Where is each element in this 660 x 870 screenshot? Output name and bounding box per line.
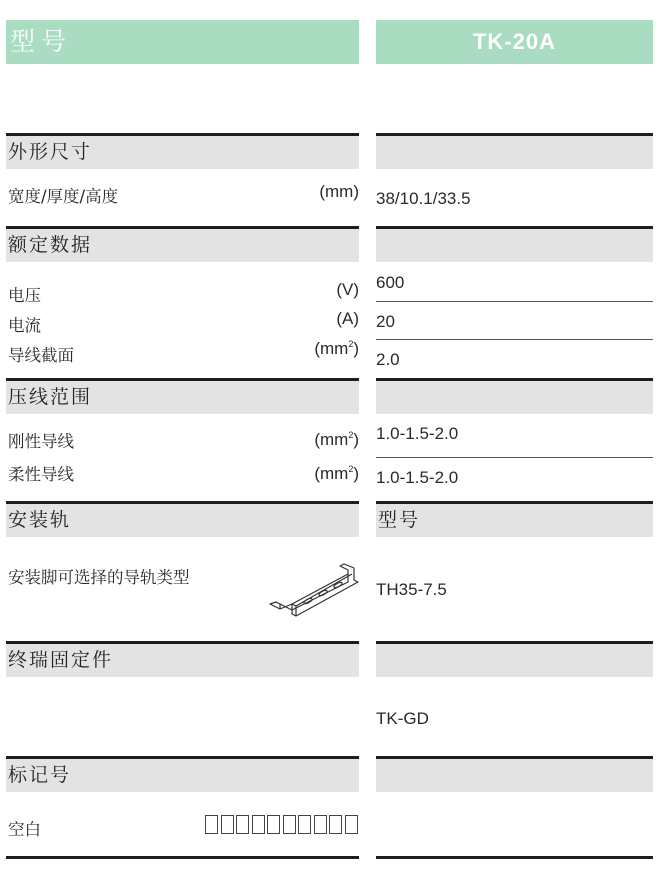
crimp-unit-flexible: $(mm^2)$ [314,464,359,483]
section-dimensions [6,133,359,169]
section-rail [6,501,359,537]
section-crimp-title: 压线范围 [8,386,93,408]
marker-box [298,815,311,834]
section-crimp [6,378,359,414]
rating-value-current: 20 [376,312,395,331]
rating-label-cross-section: 导线截面 [8,346,74,365]
model-name: TK-20A [472,29,556,54]
rating-label-current: 电流 [8,316,41,335]
marker-box [345,815,358,834]
dimensions-unit: (mm) [319,182,359,201]
bottom-rule-left [6,856,359,859]
section-rail-model-title: 型号 [378,509,421,531]
rating-value-cross-section: 2.0 [376,350,400,369]
page-title: 型号 [10,27,73,56]
section-marker [6,756,359,792]
bottom-rule-right [376,856,653,859]
crimp-label-flexible: 柔性导线 [8,465,74,484]
header-title-bar [6,20,359,64]
marker-box [221,815,234,834]
section-crimp-right [376,378,653,414]
dimensions-value: 38/10.1/33.5 [376,189,471,208]
marker-box [267,815,280,834]
dimensions-label: 宽度/厚度/高度 [8,187,119,206]
section-end-clamp-title: 终瑞固定件 [8,649,114,671]
marker-box [252,815,265,834]
crimp-value-flexible: 1.0-1.5-2.0 [376,468,459,487]
marker-box [205,815,218,834]
crimp-label-rigid: 刚性导线 [8,432,74,451]
marker-box [283,815,296,834]
rail-label: 安装脚可选择的导轨类型 [8,568,190,587]
section-end-clamp-right [376,641,653,677]
marker-box-row [205,815,360,835]
section-ratings-right [376,226,653,262]
rating-unit-voltage: (V) [336,280,359,299]
din-rail-icon [266,560,360,620]
row-separator [376,339,653,340]
section-rail-right [376,501,653,537]
rating-unit-current: (A) [336,309,359,328]
section-end-clamp [6,641,359,677]
rating-value-voltage: 600 [376,273,405,292]
row-separator [376,301,653,302]
marker-label: 空白 [8,820,41,839]
header-model-bar [376,20,653,64]
section-ratings [6,226,359,262]
section-dimensions-right [376,133,653,169]
rating-unit-cross-section: $(mm^2)$ [314,339,359,358]
end-clamp-value: TK-GD [376,709,429,728]
section-marker-right [376,756,653,792]
marker-box [236,815,249,834]
section-dimensions-title: 外形尺寸 [8,141,93,163]
section-ratings-title: 额定数据 [8,234,93,256]
row-separator [376,457,653,458]
crimp-unit-rigid: $(mm^2)$ [314,430,359,449]
rating-label-voltage: 电压 [8,286,41,305]
crimp-value-rigid: 1.0-1.5-2.0 [376,424,459,443]
section-marker-title: 标记号 [8,764,72,786]
marker-box [329,815,342,834]
section-rail-title: 安装轨 [8,509,72,531]
rail-value: TH35-7.5 [376,580,447,599]
marker-box [314,815,327,834]
